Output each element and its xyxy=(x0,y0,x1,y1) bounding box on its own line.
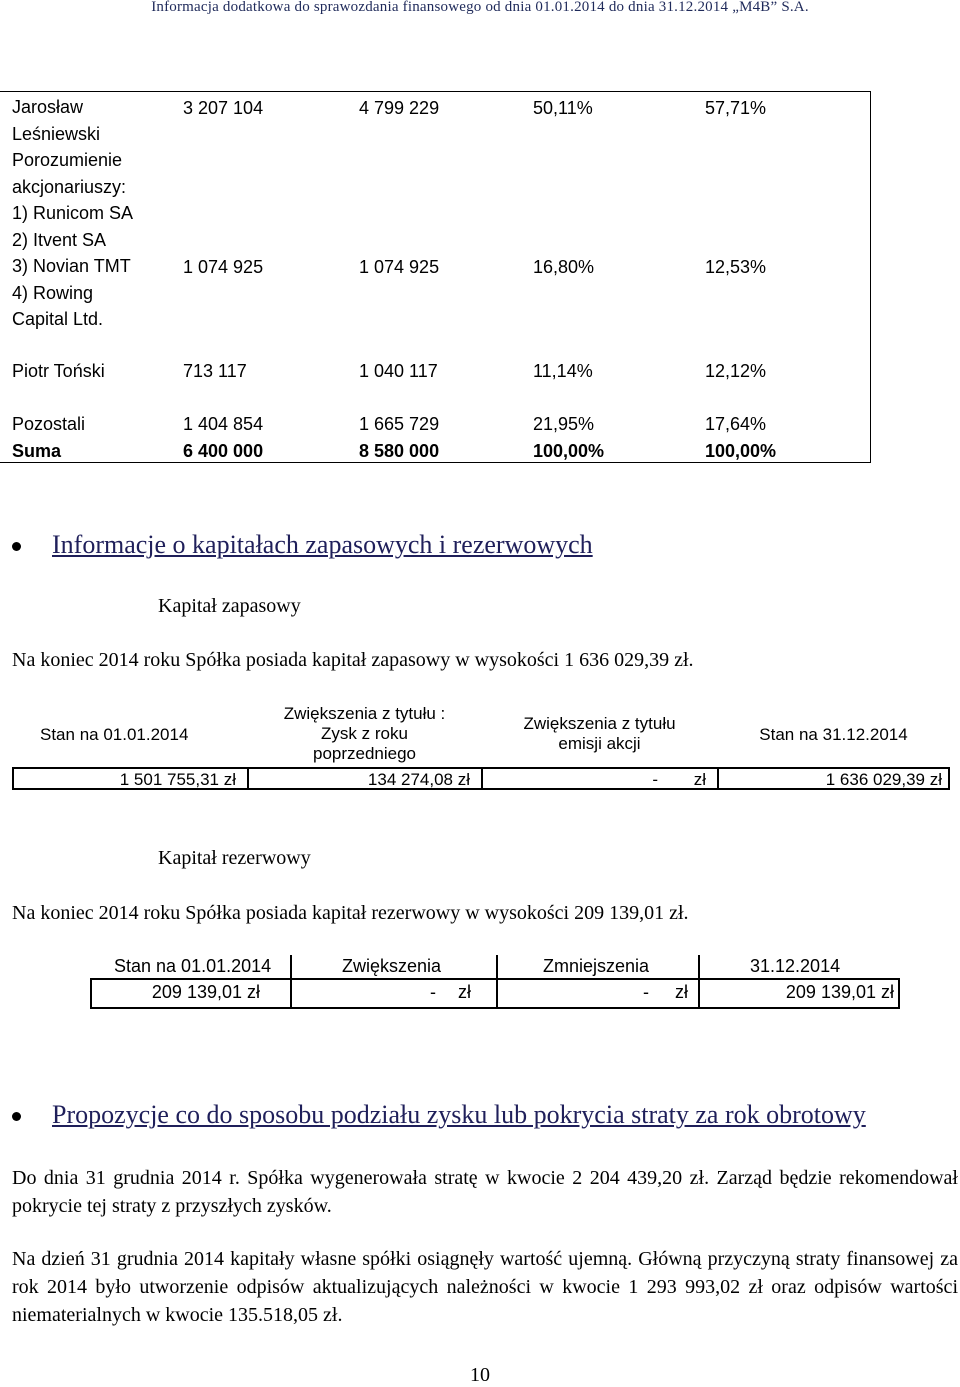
supplementary-capital-table xyxy=(12,704,950,790)
name-line: 1) Runicom SA xyxy=(12,203,134,223)
votes-count: 1 040 117 xyxy=(359,361,438,381)
divider xyxy=(496,955,498,1009)
loss-coverage-paragraph: Do dnia 31 grudnia 2014 r. Spółka wygenerowała stratę w kwocie 2 204 439,20 zł. Zarząd będzie rekomendował pokrycie tej straty z przyszłych zysków. xyxy=(12,1167,958,1217)
shareholder-table xyxy=(0,91,871,463)
name-line: akcjonariuszy: xyxy=(12,176,127,197)
header-decreases: Zmniejszenia xyxy=(543,956,650,976)
header-opening-balance: Stan na 01.01.2014 xyxy=(40,725,189,744)
votes-count: 1 665 729 xyxy=(359,414,440,434)
name-line: 3) Novian TMT xyxy=(12,256,131,276)
page-number: 10 xyxy=(470,1364,490,1386)
divider xyxy=(290,955,292,1009)
votes-percent: 57,71% xyxy=(705,98,767,118)
shares-count: 1 074 925 xyxy=(183,257,264,277)
votes-percent: 12,12% xyxy=(705,361,767,381)
profit-increase-value: 134 274,08 zł xyxy=(367,770,470,789)
header-increase-profit xyxy=(247,704,482,764)
name-line: Leśniewski xyxy=(12,123,101,144)
section-heading-capital xyxy=(12,530,912,564)
votes-percent: 17,64% xyxy=(705,414,767,434)
votes-percent-total: 100,00% xyxy=(705,441,777,461)
header-line: poprzedniego xyxy=(312,744,417,763)
header-increases: Zwiększenia xyxy=(342,956,442,976)
divider xyxy=(898,978,900,1009)
section-heading-profit-distribution xyxy=(12,1100,952,1134)
votes-percent: 12,53% xyxy=(705,257,767,277)
votes-count: 4 799 229 xyxy=(359,98,440,118)
total-label: Suma xyxy=(12,441,62,461)
subheading-supplementary-capital: Kapitał zapasowy xyxy=(158,595,301,617)
opening-value: 209 139,01 zł xyxy=(151,982,260,1002)
shares-percent: 16,80% xyxy=(533,257,595,277)
header-closing-balance: Stan na 31.12.2014 xyxy=(759,725,908,744)
header-closing-date: 31.12.2014 xyxy=(750,956,841,976)
header-line: Zysk z roku xyxy=(321,724,408,743)
shareholder-name xyxy=(12,94,133,333)
divider xyxy=(698,955,700,1009)
divider xyxy=(90,978,900,980)
reserve-capital-table xyxy=(90,955,900,1010)
increase-dash: - xyxy=(430,982,436,1002)
decrease-currency: zł xyxy=(675,982,688,1002)
header-line: Zwiększenia z tytułu xyxy=(523,714,676,733)
name-line: Porozumienie xyxy=(12,150,123,170)
header-opening-balance: Stan na 01.01.2014 xyxy=(114,956,272,976)
shares-total: 6 400 000 xyxy=(183,441,264,461)
document-header: Informacja dodatkowa do sprawozdania finansowego od dnia 01.01.2014 do dnia 31.12.2014 „M4B” S.A. xyxy=(151,0,809,15)
reserve-capital-text: Na koniec 2014 roku Spółka posiada kapitał rezerwowy w wysokości 209 139,01 zł. xyxy=(12,902,689,924)
section-title: Propozycje co do sposobu podziału zysku lub pokrycia straty za rok obrotowy xyxy=(52,1100,866,1129)
divider xyxy=(247,769,249,788)
shares-percent-total: 100,00% xyxy=(533,441,605,461)
values-row xyxy=(12,767,950,790)
shares-increase-currency: zł xyxy=(693,770,706,789)
shares-percent: 11,14% xyxy=(533,361,593,381)
header-increase-shares xyxy=(482,714,717,754)
opening-value: 1 501 755,31 zł xyxy=(119,770,236,789)
name-line: 4) Rowing xyxy=(12,282,94,303)
name-line: Capital Ltd. xyxy=(12,309,104,329)
shareholder-name: Pozostali xyxy=(12,414,86,434)
votes-total: 8 580 000 xyxy=(359,441,440,461)
shares-count: 713 117 xyxy=(183,361,247,381)
name-line: Jarosław xyxy=(12,97,84,117)
divider xyxy=(481,769,483,788)
votes-count: 1 074 925 xyxy=(359,257,440,277)
shareholder-name: Piotr Toński xyxy=(12,361,105,381)
name-line: 2) Itvent SA xyxy=(12,229,107,250)
subheading-reserve-capital: Kapitał rezerwowy xyxy=(158,847,311,869)
divider xyxy=(90,1007,900,1009)
divider xyxy=(717,769,719,788)
shares-percent: 21,95% xyxy=(533,414,595,434)
increase-currency: zł xyxy=(458,982,471,1002)
bullet-icon xyxy=(12,1112,21,1121)
equity-paragraph: Na dzień 31 grudnia 2014 kapitały własne spółki osiągnęły wartość ujemną. Główną przyczyną straty finansowej za rok 2014 było utworzenie odpisów aktualizujących należności w kwocie 1 293 993,02 zł oraz odpisów wartości niematerialnych w kwocie 135.518,05 zł. xyxy=(12,1248,958,1326)
closing-value: 209 139,01 zł xyxy=(785,982,894,1002)
closing-value: 1 636 029,39 zł xyxy=(825,770,942,789)
supplementary-capital-text: Na koniec 2014 roku Spółka posiada kapitał zapasowy w wysokości 1 636 029,39 zł. xyxy=(12,649,694,671)
header-line: Zwiększenia z tytułu : xyxy=(283,704,446,723)
bullet-icon xyxy=(12,542,21,551)
shares-count: 1 404 854 xyxy=(183,414,264,434)
shares-percent: 50,11% xyxy=(533,98,593,118)
decrease-dash: - xyxy=(643,982,649,1002)
divider xyxy=(90,978,92,1009)
shares-count: 3 207 104 xyxy=(183,98,264,118)
header-line: emisji akcji xyxy=(558,734,641,753)
section-title: Informacje o kapitałach zapasowych i rezerwowych xyxy=(52,530,593,559)
shares-increase-dash: - xyxy=(652,770,658,789)
